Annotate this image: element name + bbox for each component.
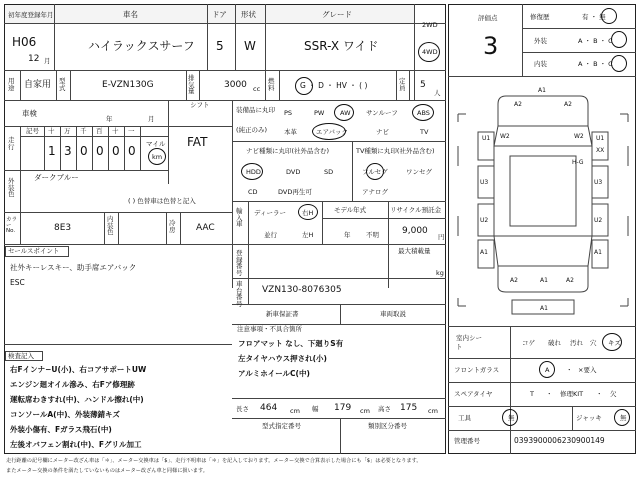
mileage-digit-2: 3: [64, 144, 72, 158]
car-name-label: 車名: [123, 10, 138, 19]
exterior-grade-options: A ・ B ・ C: [578, 37, 613, 45]
drive-4wd: 4WD: [422, 48, 438, 56]
footer-line-2: またメーター交換の条件を満たしていないものはメーター改ざん車と同様に扱います。: [6, 468, 208, 474]
model-label: 型式: [59, 77, 66, 92]
equip-pw: PW: [314, 109, 325, 117]
place-label-2: 万: [64, 127, 71, 135]
use-value: 自家用: [24, 80, 52, 90]
first-reg-label: 初年度登録年月: [8, 11, 54, 19]
navi-title: ナビ種類に丸印(社外品含む): [246, 147, 330, 155]
recycle-label: リサイクル預託金: [390, 206, 442, 214]
jack-none-circle: [614, 409, 630, 426]
exterior-label: 外装色: [8, 177, 15, 198]
place-label-3: 千: [80, 127, 87, 135]
equipment-subtitle: (純正のみ): [236, 126, 268, 134]
color-no-value: 8E3: [54, 223, 72, 233]
max-load-unit: kg: [436, 269, 444, 277]
model-year-unit: 年: [344, 231, 351, 239]
fuel-label: 燃料: [268, 77, 275, 92]
mark-a1-rear-l: A1: [480, 249, 488, 256]
height-unit: cm: [428, 407, 438, 415]
equip-ps: PS: [284, 109, 293, 117]
mark-hg: H-G: [572, 159, 584, 166]
seat-koge: コゲ: [522, 339, 535, 347]
width-label: 幅: [312, 405, 319, 413]
exterior-grade-label: 外装: [534, 37, 547, 45]
inspector-line-1: 右Fインナ−U(小)、右コアサポートUW: [10, 365, 147, 374]
spare-tire-label: スペアタイヤ: [454, 390, 493, 398]
inspector-line-4: コンソールA(中)、外装薄錆キズ: [10, 410, 120, 419]
inspector-label: 検査記入: [8, 352, 34, 360]
seat-yogore: 汚れ: [570, 339, 583, 347]
mileage-digit-1: 1: [48, 144, 56, 158]
mark-xx: XX: [596, 147, 605, 154]
length-value: 464: [260, 403, 278, 413]
place-label-1: 十: [48, 127, 55, 135]
score-value: 3: [483, 32, 499, 60]
mark-a1-bumper: A1: [540, 305, 548, 312]
displacement-value: 3000: [224, 80, 247, 90]
tv-title: TV種類に丸印(社外品含む): [356, 147, 435, 155]
width-value: 179: [334, 403, 352, 413]
shift-label: シフト: [190, 101, 210, 109]
exterior-value: ダークブルー: [34, 173, 79, 182]
spare-dot-2: ・: [596, 390, 603, 398]
equip-airbag-circle: [312, 123, 346, 140]
tv-analog: アナログ: [362, 188, 388, 196]
vehicle-manual: 車両取説: [380, 310, 406, 318]
notes-line-1: フロアマット なし、下廻りS有: [238, 339, 344, 348]
navi-hdd: HDD: [246, 168, 261, 176]
fuel-options: G ・ D ・ HV ・ ( ): [300, 81, 368, 90]
import-handle: 右H: [302, 209, 314, 217]
header-row: [5, 5, 415, 23]
height-value: 175: [400, 403, 418, 413]
inspection-year-label: 年: [106, 115, 113, 123]
mileage-unit-mile: マイル: [146, 140, 166, 148]
repair-options: 有 ・ 無: [582, 13, 606, 21]
capacity-unit: 人: [434, 89, 441, 97]
shape-label: 形状: [241, 10, 256, 19]
length-unit: cm: [290, 407, 300, 415]
place-label-6: 一: [128, 127, 135, 135]
windshield-a: A: [545, 366, 550, 374]
mark-a2-rear-r: A2: [566, 277, 574, 284]
mileage-digit-5: 0: [112, 144, 120, 158]
windshield-label: フロントガラス: [454, 366, 500, 374]
use-label: 用途: [8, 77, 15, 92]
mileage-km-circle: [148, 148, 166, 165]
windshield-a-circle: [539, 361, 555, 378]
mark-a1-rear: A1: [540, 277, 548, 284]
import-parallel: 並行: [264, 231, 277, 239]
seat-yabure: 破れ: [548, 339, 561, 347]
model-year-label: モデル年式: [334, 206, 367, 214]
tv-oneseg: ワンセグ: [406, 168, 432, 176]
mileage-digit-3: 0: [80, 144, 88, 158]
mileage-label: 走行: [8, 136, 15, 151]
inspector-line-3: 運転席わきすれ(中)、ハンドル擦れ(中): [10, 395, 144, 404]
height-label: 高さ: [378, 405, 391, 413]
displacement-unit: cc: [253, 85, 261, 93]
mark-u2-left: U2: [480, 217, 489, 224]
model-year-unknown: 不明: [366, 231, 379, 239]
place-label-5: 十: [112, 127, 119, 135]
equip-sunroof: サンルーフ: [366, 109, 398, 117]
footer-line-1: 走行距離の記号欄にメーター改ざん車は「＊」、メーター交換車は「$」、走行不明車は「＊」を記入しております。メーター交換で合算表示した場合にも「$」は必要となります。: [6, 458, 422, 464]
mileage-digit-label: 記号: [26, 127, 39, 135]
grade-label: グレード: [322, 10, 352, 19]
max-load-label: 最大積載量: [398, 247, 431, 255]
capacity-value: 5: [420, 80, 426, 90]
repair-label: 修復歴: [530, 13, 550, 21]
inspection-label: 車検: [22, 109, 37, 118]
equip-aw: AW: [340, 109, 351, 117]
length-label: 長さ: [236, 405, 249, 413]
windshield-replace: ×要入: [578, 366, 597, 374]
inspector-line-6: 左後オバフェン割れ(中)、Fグリル加工: [10, 440, 142, 449]
mileage-unit-km: km: [152, 153, 163, 161]
chassis-value: VZN130-8076305: [262, 285, 342, 295]
fuel-g-circle: [295, 77, 313, 95]
navi-cd: CD: [248, 188, 258, 196]
spare-repair-kit: 修理KIT: [560, 390, 584, 398]
import-label: 輸入車: [236, 207, 243, 228]
tools-none-circle: [502, 409, 518, 426]
jack-value: 無: [620, 414, 627, 422]
aircon-label: 冷房: [169, 219, 176, 234]
navi-dvd: DVD: [286, 168, 301, 176]
vehicle-damage-diagram: [452, 86, 634, 322]
place-label-4: 百: [96, 127, 103, 135]
category-label: 類別区分番号: [368, 422, 407, 430]
mileage-digit-6: 0: [128, 144, 136, 158]
drive-2wd: 2WD: [422, 21, 438, 29]
interior-color-label: 内装色: [107, 215, 114, 236]
color-no-label: カラーNo.: [6, 217, 18, 234]
recycle-value: 9,000: [402, 226, 428, 236]
interior-grade-label: 内装: [534, 60, 547, 68]
grade-value: SSR-X ワイド: [304, 39, 379, 53]
chassis-label: 車台番号: [236, 280, 243, 308]
shape-value: W: [244, 39, 256, 53]
tv-fullseg-circle: [366, 163, 384, 180]
car-name-value: ハイラックスサーフ: [88, 39, 195, 53]
mark-u3-left: U3: [480, 179, 489, 186]
mark-a1-rear-r: A1: [594, 249, 602, 256]
import-handle-left: 左H: [302, 231, 314, 239]
notes-line-2: 左タイヤハウス押され(小): [238, 354, 327, 363]
mileage-digit-4: 0: [96, 144, 104, 158]
score-label: 評価点: [478, 14, 498, 22]
mark-a2-front-r: A2: [564, 101, 572, 108]
displacement-label: 排気量: [188, 74, 195, 95]
mark-u1-right: U1: [596, 135, 605, 142]
equip-airbag: エアバック: [316, 128, 348, 136]
sales-point-line2: ESC: [10, 278, 25, 287]
sales-point-label: セールスポイント: [8, 247, 60, 255]
mark-u3-right: U3: [594, 179, 603, 186]
interior-grade-options: A ・ B ・ C: [578, 60, 613, 68]
type-designation-label: 型式指定番号: [262, 422, 301, 430]
width-unit: cm: [360, 407, 370, 415]
mark-a2-front-l: A2: [514, 101, 522, 108]
equip-abs-circle: [412, 104, 434, 121]
aircon-value: AAC: [196, 223, 215, 233]
spare-t: T: [530, 390, 534, 398]
notes-line-3: アルミホイールC(中): [238, 369, 310, 378]
mark-a1-front: A1: [538, 87, 546, 94]
tv-fullseg: フルセグ: [362, 168, 388, 176]
mark-u2-right: U2: [594, 217, 603, 224]
windshield-dot: ・: [566, 366, 573, 374]
inspector-line-2: エンジン廻オイル滲み、右Fア修理跡: [10, 380, 135, 389]
control-no-value: 0393900006230900149: [514, 436, 605, 445]
door-value: 5: [216, 39, 224, 53]
tools-value: 無: [508, 414, 515, 422]
equipment-title: 装備品に丸印: [236, 106, 275, 114]
navi-dvd-play: DVD再生可: [278, 188, 312, 196]
interior-seat-label: 室内シート: [456, 334, 482, 352]
import-dealer: ディーラー: [254, 209, 286, 217]
mark-w2-left: W2: [500, 133, 510, 140]
repair-none-circle: [601, 8, 617, 24]
navi-hdd-circle: [241, 163, 263, 180]
equip-aw-circle: [334, 104, 354, 121]
spare-dot-1: ・: [546, 390, 553, 398]
seat-kizu: キズ: [608, 339, 621, 347]
new-car-guarantee: 新車保証書: [266, 310, 299, 318]
notes-label: 注意事項・不具合箇所: [237, 325, 302, 333]
door-label: ドア: [212, 10, 227, 19]
first-reg-month-unit: 月: [44, 57, 51, 65]
equip-leather: 本革: [284, 128, 297, 136]
control-no-label: 管理番号: [454, 437, 480, 445]
sales-point-line1: 社外キーレスキー、助手席エアバック: [10, 263, 137, 272]
mark-a2-rear-l: A2: [510, 277, 518, 284]
interior-grade-c-circle: [611, 55, 627, 72]
jack-label: ジャッキ: [576, 414, 602, 422]
exterior-note: ( ) 色替車は色替と記入: [128, 197, 196, 205]
import-handle-circle: [298, 204, 318, 220]
recycle-unit: 円: [438, 233, 445, 241]
model-value: E-VZN130G: [102, 80, 154, 90]
navi-sd: SD: [324, 168, 334, 176]
first-reg-month: 12: [28, 54, 40, 64]
mark-w2-right: W2: [574, 133, 584, 140]
seat-ana: 穴: [590, 339, 597, 347]
drive-4wd-circle: [418, 42, 440, 62]
equip-navi: ナビ: [376, 128, 389, 136]
inspection-month-label: 月: [148, 115, 155, 123]
shift-value: FAT: [187, 135, 208, 149]
seat-kizu-circle: [602, 333, 622, 351]
mark-u1-left: U1: [482, 135, 491, 142]
reg-no-label: 登録番号: [236, 249, 243, 277]
tools-label: 工具: [458, 414, 471, 422]
equip-tv: TV: [420, 128, 429, 136]
spare-missing: 欠: [610, 390, 617, 398]
exterior-grade-c-circle: [611, 31, 627, 48]
first-reg-year: H06: [12, 35, 37, 49]
equip-abs: ABS: [417, 109, 430, 117]
capacity-label: 定員: [399, 77, 406, 92]
inspector-line-5: 外装小傷有、Fガラス飛石(中): [10, 425, 112, 434]
